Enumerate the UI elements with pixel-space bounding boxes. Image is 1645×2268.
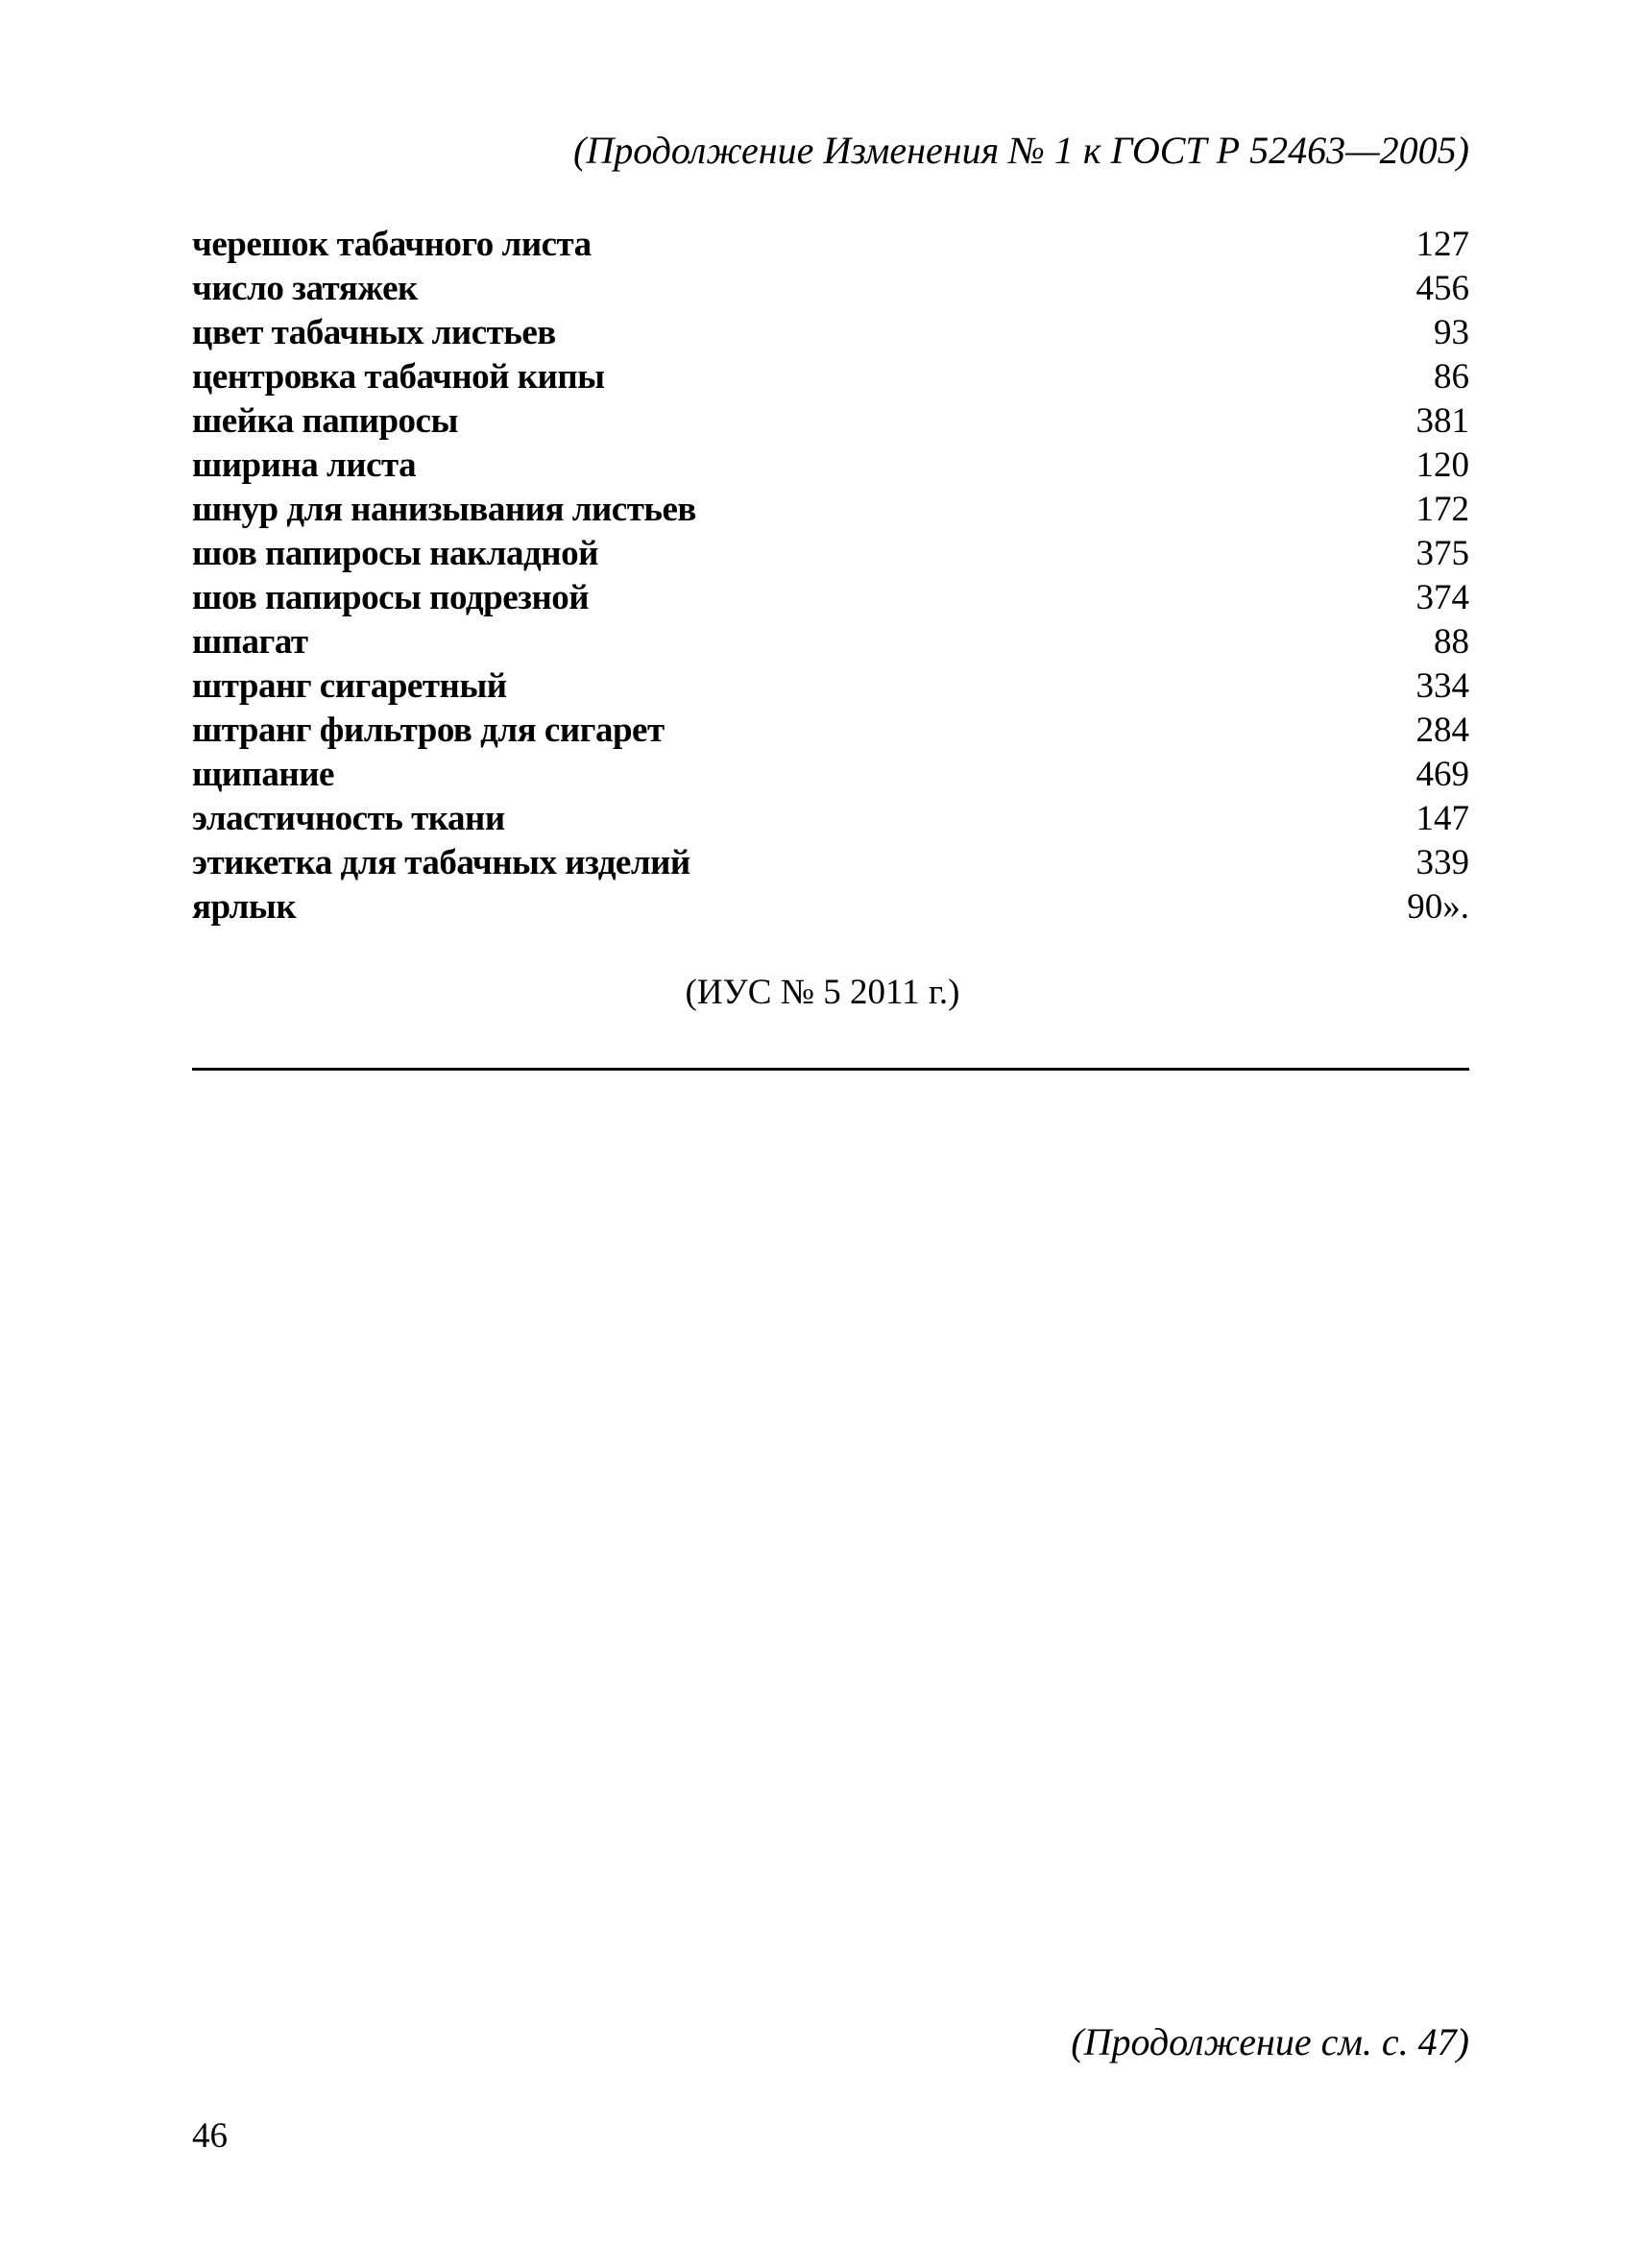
index-row xyxy=(192,620,1469,664)
source-note: (ИУС № 5 2011 г.) xyxy=(685,973,960,1012)
index-term: этикетка для табачных изделий xyxy=(192,843,690,882)
index-row xyxy=(192,576,1469,620)
index-page: 93 xyxy=(1434,313,1469,352)
index-term: щипание xyxy=(192,755,334,794)
index-row xyxy=(192,311,1469,355)
index-page: 172 xyxy=(1415,490,1469,529)
index-row xyxy=(192,532,1469,576)
index-page: 334 xyxy=(1415,666,1469,706)
index-row xyxy=(192,664,1469,709)
index-page: 147 xyxy=(1415,799,1469,838)
index-page: 456 xyxy=(1415,269,1469,308)
index-row xyxy=(192,223,1469,267)
index-row xyxy=(192,488,1469,532)
continued-note: (Продолжение см. с. 47) xyxy=(1071,2020,1469,2063)
index-page: 374 xyxy=(1415,578,1469,617)
index-row xyxy=(192,267,1469,311)
horizontal-rule xyxy=(192,1068,1469,1071)
index-row xyxy=(192,355,1469,399)
index-term: ярлык xyxy=(192,887,297,927)
continuation-header: (Продолжение Изменения № 1 к ГОСТ Р 52463—2005) xyxy=(573,129,1469,172)
index-page: 127 xyxy=(1415,225,1469,264)
index-term: центровка табачной кипы xyxy=(192,357,605,397)
index-page: 469 xyxy=(1415,755,1469,794)
index-page: 86 xyxy=(1434,357,1469,397)
index-row xyxy=(192,444,1469,488)
index-term: шейка папиросы xyxy=(192,401,458,441)
index-page: 381 xyxy=(1415,401,1469,441)
index-page: 375 xyxy=(1415,534,1469,573)
index-term: шпагат xyxy=(192,622,308,662)
index-term: цвет табачных листьев xyxy=(192,313,556,352)
index-row xyxy=(192,399,1469,444)
index-term: шов папиросы накладной xyxy=(192,534,598,573)
index-row xyxy=(192,709,1469,753)
index-term: штранг фильтров для сигарет xyxy=(192,711,665,750)
index-row xyxy=(192,841,1469,885)
index-term: шнур для нанизывания листьев xyxy=(192,490,696,529)
index-row xyxy=(192,797,1469,841)
term-index-list xyxy=(192,223,1469,929)
index-term: ширина листа xyxy=(192,446,417,485)
index-term: эластичность ткани xyxy=(192,799,505,838)
index-term: шов папиросы подрезной xyxy=(192,578,590,617)
index-row xyxy=(192,753,1469,797)
index-term: черешок табачного листа xyxy=(192,225,592,264)
index-page: 88 xyxy=(1434,622,1469,662)
index-row xyxy=(192,885,1469,929)
index-page: 90». xyxy=(1407,887,1469,927)
index-term: штранг сигаретный xyxy=(192,666,507,706)
index-term: число затяжек xyxy=(192,269,418,308)
index-page: 339 xyxy=(1415,843,1469,882)
index-page: 284 xyxy=(1415,711,1469,750)
page-number: 46 xyxy=(192,2116,228,2156)
index-page: 120 xyxy=(1415,446,1469,485)
